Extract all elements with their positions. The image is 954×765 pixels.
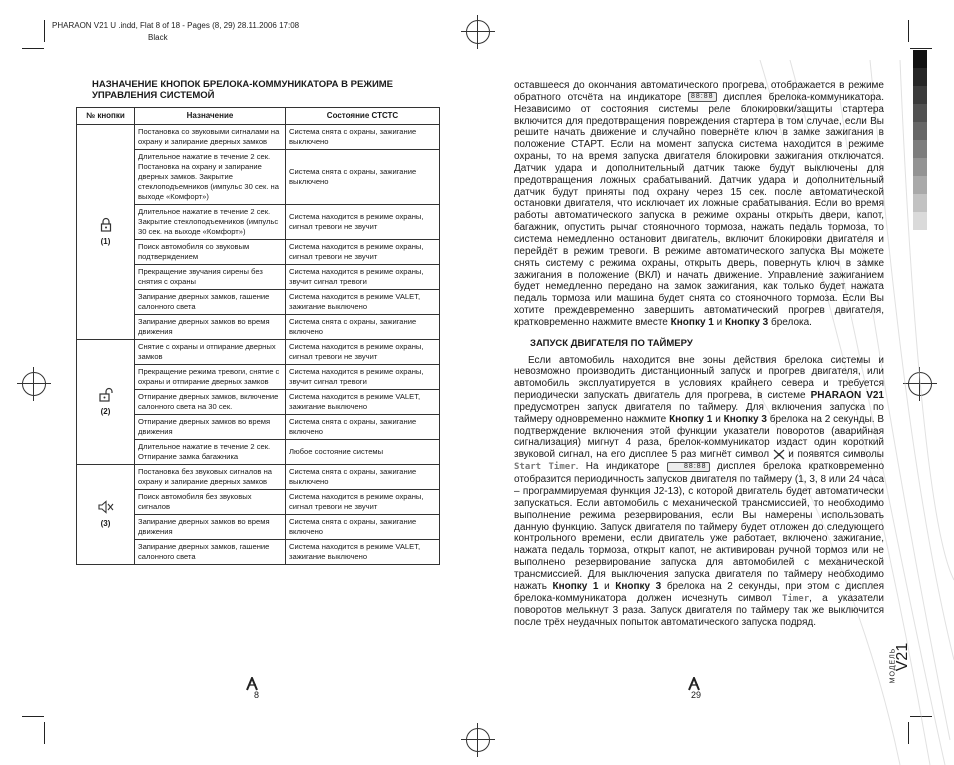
button-ref: Кнопку 3 xyxy=(723,413,767,425)
brand-logo-icon xyxy=(245,677,259,691)
gray-swatch xyxy=(913,50,927,68)
text-run: брелока на 2 секунды. В подтверждение включения этой функции указатели поворотов (аварийная сигнализация) мигнут 4 раза, брелок-коммуникатор издаст один короткий звуковой сигнал, на его дисплее 5 раз мигнёт символ xyxy=(514,413,885,461)
state-cell: Система снята с охраны, зажигание включено xyxy=(286,315,440,340)
text-run: . На индикаторе xyxy=(575,461,660,473)
table-row xyxy=(77,465,440,490)
gray-swatch xyxy=(913,158,927,176)
brand-name: PHARAON V21 xyxy=(810,390,884,402)
brand-logo-icon xyxy=(687,677,701,691)
button-1-cell xyxy=(77,125,135,340)
header-button-number: № кнопки xyxy=(77,108,135,125)
text-run: брелока. xyxy=(771,316,812,328)
state-cell: Любое состояние системы xyxy=(286,440,440,465)
purpose-cell: Длительное нажатие в течение 2 сек. Постановка на охрану и запирание дверных замков. Закрытие стеклоподъемников (импульс 30 сек. на выходе «Комфорт») xyxy=(135,150,286,205)
gray-swatch xyxy=(913,176,927,194)
state-cell: Система находится в режиме охраны, сигнал тревоги не звучит xyxy=(286,340,440,365)
crop-mark xyxy=(22,48,44,49)
header-state: Состояние СТСТС xyxy=(286,108,440,125)
right-page-text xyxy=(514,80,884,629)
crop-mark xyxy=(44,722,45,744)
state-cell: Система находится в режиме охраны, сигнал тревоги не звучит xyxy=(286,205,440,240)
state-cell: Система находится в режиме охраны, звучит сигнал тревоги xyxy=(286,265,440,290)
state-cell: Система снята с охраны, зажигание выключено xyxy=(286,150,440,205)
buttons-table xyxy=(76,107,440,565)
text-run: и xyxy=(604,580,610,592)
button-3-label: (3) xyxy=(100,519,111,528)
header-purpose: Назначение xyxy=(135,108,286,125)
button-2-label: (2) xyxy=(100,407,111,416)
purpose-cell: Запирание дверных замков, гашение салонного света xyxy=(135,290,286,315)
gray-swatch xyxy=(913,86,927,104)
start-symbol: Start xyxy=(514,462,542,473)
indicator-display: 88:88 xyxy=(667,462,710,472)
purpose-cell: Запирание дверных замков во время движения xyxy=(135,515,286,540)
text-run: брелока на 2 секунды, при этом с дисплея брелока-коммуникатора должен исчезнуть символ xyxy=(514,580,885,604)
purpose-cell: Длительное нажатие в течение 2 сек. Отпирание замка багажника xyxy=(135,440,286,465)
text-run: дисплея брелока кратковременно отобразится периодичность запусков двигателя по таймеру (1, 3, 8 или 24 часа – программируемая функция J2-13), с которой двигатель будет автоматически запускаться. Если автомобиль с механической трансмиссией, то необходимо выполнение режима резервирования, если Вы намерены использовать данную функцию. Запуск двигателя по таймеру будет отложен до следующего контрольного времени, если двигатель уже работает, включено зажигание, нажата педаль тормоза, открыт капот, не активирован ручной тормоз или не выполнено резервирование запуска для автомобилей с механической трансмиссией. Для выключения запуска двигателя по таймеру необходимо нажать xyxy=(514,461,885,592)
state-cell: Система снята с охраны, зажигание включено xyxy=(286,515,440,540)
model-name: V21 xyxy=(894,642,912,672)
crop-mark xyxy=(22,716,44,717)
gray-swatch xyxy=(913,140,927,158)
section-heading-timer: ЗАПУСК ДВИГАТЕЛЯ ПО ТАЙМЕРУ xyxy=(530,337,693,349)
state-cell: Система находится в режиме VALET, зажигание выключено xyxy=(286,540,440,565)
text-run: оставшееся до окончания автоматического прогрева, отображается в режиме обратного отсчёта на индикаторе xyxy=(514,80,884,103)
button-ref: Кнопку 3 xyxy=(615,580,662,592)
page-number-right: 29 xyxy=(691,690,702,700)
text-run: и xyxy=(715,413,721,425)
purpose-cell: Снятие с охраны и отпирание дверных замков xyxy=(135,340,286,365)
grayscale-tab-bar xyxy=(913,50,927,230)
purpose-cell: Запирание дверных замков во время движения xyxy=(135,315,286,340)
purpose-cell: Запирание дверных замков, гашение салонного света xyxy=(135,540,286,565)
purpose-cell: Постановка без звуковых сигналов на охрану и запирание дверных замков xyxy=(135,465,286,490)
table-header-row xyxy=(77,108,440,125)
lock-closed-icon xyxy=(100,217,112,232)
gray-swatch xyxy=(913,104,927,122)
text-run: , а указатели поворотов мелькнут 3 раза. Запуск двигателя по таймеру так же выключится после трёх неудачных попыток автоматического запуска подряд. xyxy=(514,592,884,629)
slug-line-1: PHARAON V21 U .indd, Flat 8 of 18 - Pages (8, 29) 28.11.2006 17:08 xyxy=(52,21,300,30)
state-cell: Система находится в режиме охраны, звучит сигнал тревоги xyxy=(286,365,440,390)
crop-mark xyxy=(908,20,909,42)
state-cell: Система снята с охраны, зажигание выключено xyxy=(286,465,440,490)
text-run: Если автомобиль находится вне зоны действия брелока системы и невозможно производить дистанционный запуск и прогрев двигателя, или автомобиль эксплуатируется в условиях крайнего севера и требуется периодически запускать двигатель для прогрева, в системе xyxy=(514,354,884,402)
table-row xyxy=(77,340,440,365)
page-number-left: 8 xyxy=(254,690,260,700)
gray-swatch xyxy=(913,194,927,212)
button-ref: Кнопку 1 xyxy=(552,580,599,592)
lock-open-icon xyxy=(99,387,113,402)
fan-icon xyxy=(773,449,785,460)
printer-slug xyxy=(52,20,299,44)
timer-symbol: Timer xyxy=(782,593,810,604)
state-cell: Система находится в режиме VALET, зажигание выключено xyxy=(286,290,440,315)
timer-symbol: Timer xyxy=(548,462,576,473)
text-run: дисплея брелока-коммуникатора. Независимо от состояния системы реле блокировки/защиты стартера включится для предотвращения повреждения стартера в том случае, если Вы решите начать движение и случайно повернёте ключ в замке зажигания в положение СТАРТ. Если на момент запуска система находится в режиме охраны, то на время запуска двигателя блокировки зажигания отключатся. Датчик удара и дополнительный датчик также будут выключены для предотвращения ложных срабатываний. Датчик удара и дополнительный датчик будут приняты под охрану через 15 сек. после автоматической остановки двигателя, что исключает их ложные срабатывания. Если во время работы автоматического запуска в режиме охраны открыть двери, капот, багажник, опустить рычаг стояночного тормоза, нажать педаль тормоза, то система немедленно остановит двигатель, включит блокировки двигателя и перейдёт в режим тревоги. В режиме автоматического запуска Вы можете снять систему с режима охраны, открыть дверь, повернуть ключ в замке зажигания в положение (ВКЛ) и начать движение. Управление зажиганием будет немедленно передано на замок зажигания, как только будет нажата педаль тормоза или машина будет снята со стояночного тормоза. Если Вы хотите преждевременно завершить автоматический прогрев двигателя, кратковременно нажмите вместе xyxy=(514,91,885,328)
gray-swatch xyxy=(913,122,927,140)
model-label-block xyxy=(881,634,911,694)
purpose-cell: Длительное нажатие в течение 2 сек. Закрытие стеклоподъемников (импульс 30 сек. на выходе «Комфорт») xyxy=(135,205,286,240)
purpose-cell: Поиск автомобиля со звуковым подтверждением xyxy=(135,240,286,265)
purpose-cell: Прекращение звучания сирены без снятия с охраны xyxy=(135,265,286,290)
indicator-display: 88:88 xyxy=(688,92,717,102)
paragraph-timer xyxy=(514,355,884,630)
gray-swatch xyxy=(913,212,927,230)
purpose-cell: Отпирание дверных замков, включение салонного света на 30 сек. xyxy=(135,390,286,415)
text-run: предусмотрен запуск двигателя по таймеру. Для включения запуска по таймеру одновременно нажмите xyxy=(514,401,884,425)
text-run: и появятся символы xyxy=(788,449,884,461)
state-cell: Система снята с охраны, зажигание включено xyxy=(286,415,440,440)
paragraph-autostart xyxy=(514,80,884,329)
text-run: и xyxy=(716,316,723,328)
crop-mark xyxy=(910,48,932,49)
slug-line-2: Black xyxy=(148,33,168,42)
purpose-cell: Постановка со звуковыми сигналами на охрану и запирание дверных замков xyxy=(135,125,286,150)
table-heading: НАЗНАЧЕНИЕ КНОПОК БРЕЛОКА-КОММУНИКАТОРА В РЕЖИМЕ УПРАВЛЕНИЯ СИСТЕМОЙ xyxy=(92,79,394,101)
state-cell: Система находится в режиме охраны, сигнал тревоги не звучит xyxy=(286,490,440,515)
model-label: МОДЕЛЬ xyxy=(889,647,897,684)
purpose-cell: Поиск автомобиля без звуковых сигналов xyxy=(135,490,286,515)
button-ref: Кнопку 3 xyxy=(725,316,769,328)
registration-mark-icon xyxy=(466,20,490,44)
state-cell: Система снята с охраны, зажигание выключено xyxy=(286,125,440,150)
registration-mark-icon xyxy=(22,372,46,396)
gray-swatch xyxy=(913,68,927,86)
purpose-cell: Прекращение режима тревоги, снятие с охраны и отпирание дверных замков xyxy=(135,365,286,390)
button-ref: Кнопку 1 xyxy=(670,316,714,328)
table-row xyxy=(77,125,440,150)
button-2-cell xyxy=(77,340,135,465)
registration-mark-icon xyxy=(466,728,490,752)
button-1-label: (1) xyxy=(100,237,111,246)
crop-mark xyxy=(44,20,45,42)
purpose-cell: Отпирание дверных замков во время движения xyxy=(135,415,286,440)
button-3-cell xyxy=(77,465,135,565)
state-cell: Система находится в режиме VALET, зажигание выключено xyxy=(286,390,440,415)
speaker-muted-icon xyxy=(98,500,114,514)
button-ref: Кнопку 1 xyxy=(669,413,713,425)
state-cell: Система находится в режиме охраны, сигнал тревоги не звучит xyxy=(286,240,440,265)
